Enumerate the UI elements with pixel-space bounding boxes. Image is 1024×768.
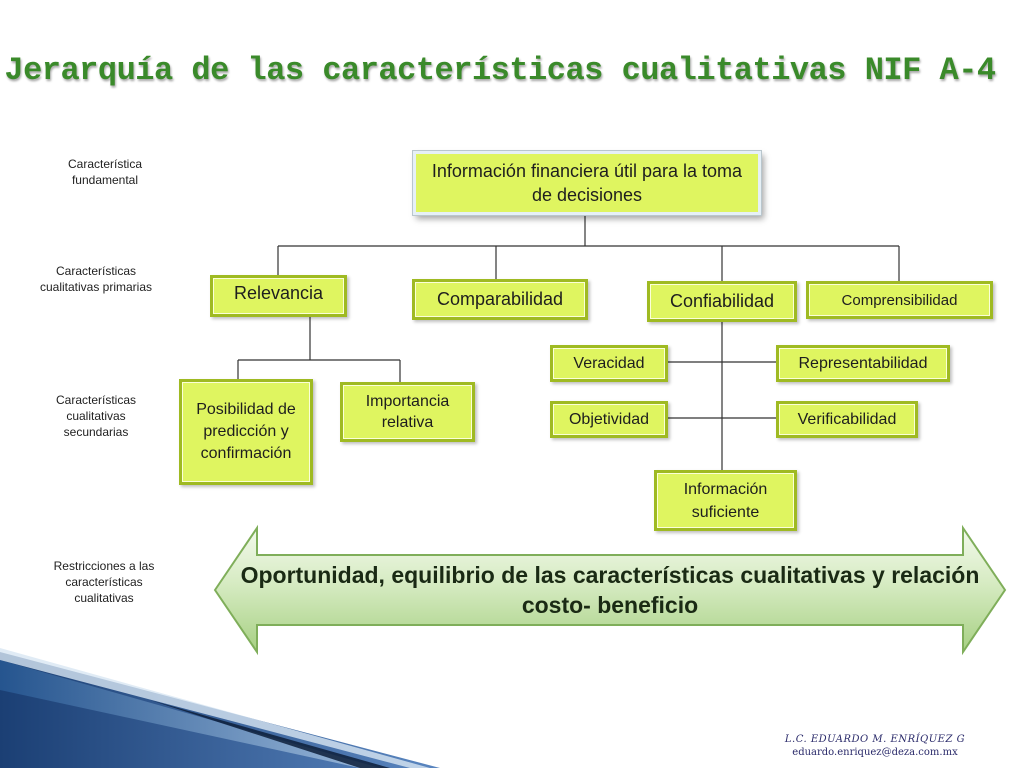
node-confiabilidad-label: Confiabilidad bbox=[669, 291, 775, 311]
page-title: Jerarquía de las características cualitativas NIF A-4 bbox=[4, 52, 996, 89]
author-email: eduardo.enriquez@deza.com.mx bbox=[792, 747, 958, 758]
node-informacion-suficiente-label: Información suficiente bbox=[683, 480, 768, 521]
node-informacion-util-label: Información financiera útil para la toma de decisiones bbox=[431, 161, 743, 205]
author-name: L.C. EDUARDO M. ENRÍQUEZ G bbox=[784, 734, 966, 745]
node-comparabilidad-label: Comparabilidad bbox=[436, 289, 564, 309]
node-comprensibilidad-label: Comprensibilidad bbox=[841, 291, 958, 309]
level-label-restricciones: Restricciones a las características cualitativas bbox=[53, 559, 155, 605]
level-label-secundarias: Características cualitativas secundarias bbox=[55, 393, 137, 439]
node-relevancia-label: Relevancia bbox=[233, 282, 324, 303]
node-veracidad-label: Veracidad bbox=[573, 354, 645, 372]
node-importancia-label: Importancia relativa bbox=[365, 393, 450, 431]
level-label-primarias: Características cualitativas primarias bbox=[39, 264, 153, 294]
node-representabilidad-label: Representabilidad bbox=[798, 354, 928, 372]
node-posibilidad-label: Posibilidad de predicción y confirmación bbox=[196, 401, 296, 462]
level-label-fundamental: Característica fundamental bbox=[67, 157, 143, 187]
restrictions-banner-text: Oportunidad, equilibrio de las características cualitativas y relación costo- beneficio bbox=[240, 562, 980, 618]
author-credit bbox=[770, 733, 980, 759]
node-verificabilidad-label: Verificabilidad bbox=[797, 410, 897, 428]
node-objetividad-label: Objetividad bbox=[568, 410, 650, 428]
